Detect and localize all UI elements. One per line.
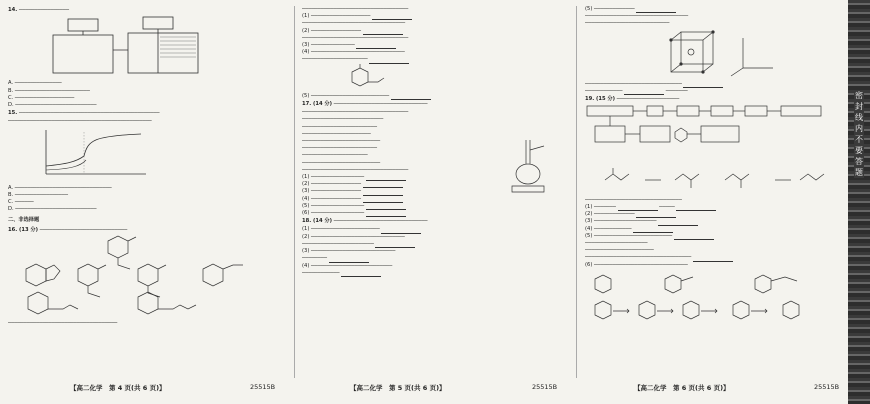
q17-text-3: ──────────────────────── — [302, 123, 377, 130]
question-14-title: 14. ──────────────── — [8, 7, 69, 13]
binding-strip — [848, 0, 870, 404]
question-18-title: 18. (14 分) ────────────────────────────── — [302, 218, 428, 225]
q18-continued-4: ─────────────────────────────── — [585, 81, 843, 88]
phenol-derivative-structure — [322, 64, 442, 90]
q14-option-b: B. ──────────────────────── — [8, 87, 90, 94]
q16-continued-8: ───────────────────── — [302, 56, 564, 63]
q18-subq-6: (4) ────────────────────────── — [302, 262, 393, 269]
q17-text-5: ───────────────────────── — [302, 138, 381, 145]
q19-subq-1: (1) ─────── ───── — [585, 204, 843, 211]
organic-structures-q16 — [8, 235, 278, 317]
q17-text-4: ────────────────────── — [302, 130, 371, 137]
q19-subq-5d: ────────────────────────────────── — [585, 254, 843, 261]
q17-text-7: ───────────────────── — [302, 152, 368, 159]
left-column — [8, 6, 286, 382]
q19-subq-5: (5) ───────────────────────── — [585, 233, 843, 240]
q15-option-b: B. ───────────────── — [8, 192, 68, 199]
middle-column — [302, 6, 564, 382]
q16-continued-3: ───────────────────────────────── — [302, 20, 406, 27]
q17-subq-3: (3) ──────────────── — [302, 188, 564, 195]
q17-subq-6: (6) ───────────────── — [302, 210, 564, 217]
q16-continued-5: ────────────────────────────────── — [302, 34, 409, 41]
q19-text-1: ─────────────────────────────── — [585, 196, 682, 203]
section-2-heading: 二、非选择题 — [8, 216, 40, 223]
page-4-footer: 【高二化学 第 4 页(共 6 页)】 — [70, 384, 166, 392]
q19-subq-5b: ──────────────────── — [585, 240, 648, 247]
q18-continued-5: ──────────── ─────── — [585, 88, 688, 95]
q16-continued-1: ────────────────────────────────── — [302, 6, 409, 12]
q19-subq-6: (6) ────────────────────────────── — [585, 261, 688, 268]
known-reaction-structures — [585, 164, 835, 194]
q14-option-d: D. ────────────────────────── — [8, 102, 97, 109]
q17-subq-4: (4) ──────────────── — [302, 196, 564, 203]
q16-continued-2: (1) ─────────────────── — [302, 13, 564, 20]
question-19-title: 19. (15 分) ──────────────────── — [585, 96, 680, 103]
page-5-footer: 【高二化学 第 5 页(共 6 页)】 — [350, 384, 446, 392]
q19-subq-5c: ────────────────────── — [585, 247, 654, 254]
q18-subq-5: ──────── — [302, 255, 564, 262]
q18-continued-1: (5) ───────────── — [585, 6, 843, 13]
q16-answer-line: ─────────────────────────────────── — [8, 320, 118, 327]
q17-text-9: ────────────────────────────────── — [302, 166, 409, 173]
right-column — [585, 6, 843, 382]
titration-curve-graph — [36, 126, 156, 182]
q15-option-c: C. ────── — [8, 199, 34, 206]
page-5-code: 25515B — [532, 383, 558, 391]
q18-subq-4: (3) ─────────────────────────── — [302, 248, 396, 255]
q16-continued-7: (4) ────────────────────────────── — [302, 49, 405, 56]
synthesis-route-diagram — [585, 104, 835, 160]
q14-option-a: A. ─────────────── — [8, 80, 62, 87]
q18-continued-3: ─────────────────────────── — [585, 20, 670, 27]
q17-text-2: ────────────────────────── — [302, 116, 384, 123]
q19-subq-3: (3) ──────────────────── — [585, 218, 843, 225]
q16-continued-4: (2) ──────────────── — [302, 28, 564, 35]
q16-continued-9: (5) ───────────────────────── — [302, 93, 564, 100]
page-6-code: 25515B — [814, 383, 840, 391]
electrolysis-apparatus-diagram — [48, 15, 218, 77]
q15-option-a: A. ─────────────────────────────── — [8, 184, 112, 191]
q19-synthesis-scheme — [585, 269, 835, 325]
q15-option-d: D. ────────────────────────── — [8, 206, 97, 213]
q19-subq-2: (2) ───────────── — [585, 211, 843, 218]
question-15-title: 15. ───────────────────────────────────────────── — [8, 110, 160, 117]
q17-text-1: ────────────────────────────────── — [302, 109, 409, 116]
column-divider-2 — [576, 6, 577, 378]
q18-subq-3: ─────────────────────── — [302, 241, 564, 248]
q17-subq-2: (2) ──────────────── — [302, 181, 564, 188]
question-16-title: 16. (13 分) ──────────────────────────── — [8, 226, 128, 233]
q17-text-6: ──────────────────────── — [302, 145, 377, 152]
q18-subq-2: (2) ────────────────────────────── — [302, 233, 405, 240]
q18-subq-7: ──────────── — [302, 270, 564, 277]
question-17-title: 17. (14 分) ────────────────────────────── — [302, 101, 428, 108]
q18-continued-2: ───────────────────────────────── — [585, 13, 689, 20]
q17-subq-1: (1) ───────────────── — [302, 174, 564, 181]
q17-text-8: ───────────────────────── — [302, 159, 381, 166]
page-4-code: 25515B — [250, 383, 276, 391]
column-divider-1 — [294, 6, 295, 378]
q18-subq-1: (1) ────────────────────── — [302, 226, 564, 233]
page-6-footer: 【高二化学 第 6 页(共 6 页)】 — [634, 384, 730, 392]
q16-continued-6: (3) ────────────── — [302, 42, 564, 49]
q19-subq-4: (4) ──────────── — [585, 226, 843, 233]
binding-strip-text: 密封线内不要答题 — [855, 91, 863, 177]
q17-subq-5: (5) ───────────────── — [302, 203, 564, 210]
crystal-cell-diagram — [663, 28, 793, 78]
q14-option-c: C. ─────────────────── — [8, 94, 75, 101]
q15-text: ────────────────────────────────────────────── — [8, 118, 152, 125]
reflux-apparatus-diagram — [492, 138, 562, 194]
